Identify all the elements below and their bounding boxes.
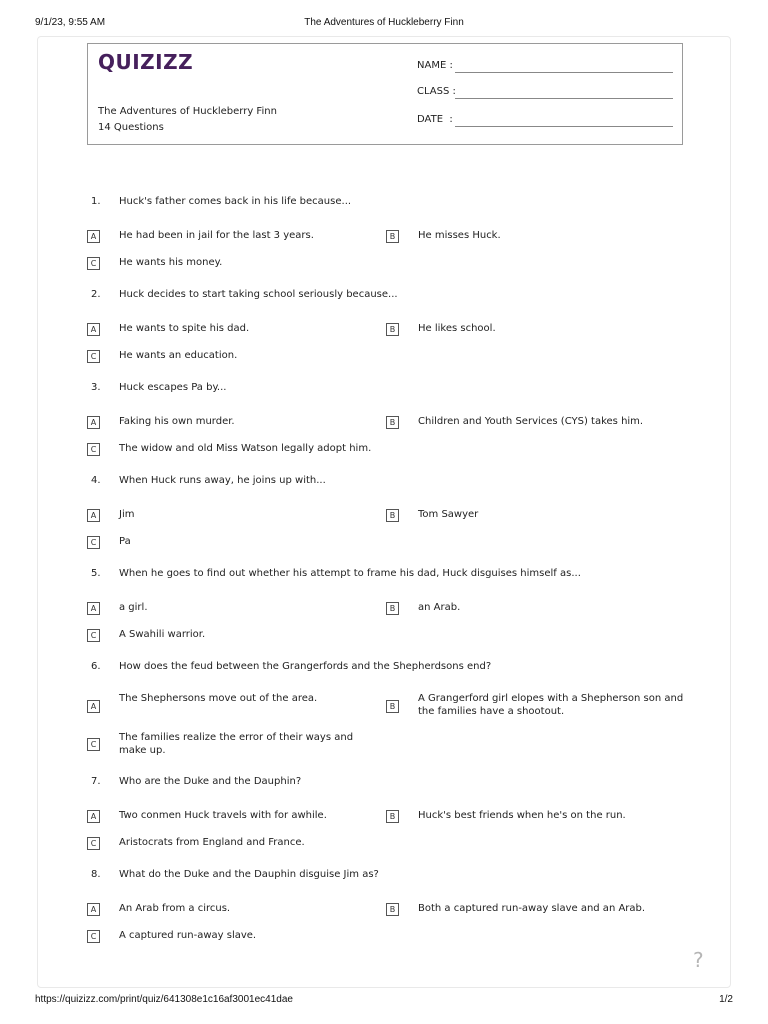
class-label: CLASS :	[417, 86, 456, 97]
option-text: He wants his money.	[119, 257, 223, 268]
option-text: A captured run-away slave.	[119, 930, 257, 941]
question-number: 1.	[91, 196, 101, 207]
option-letter-box: C	[87, 629, 100, 642]
option-letter-box: A	[87, 602, 100, 615]
option-text: Both a captured run-away slave and an Arab.	[418, 903, 646, 914]
print-title: The Adventures of Huckleberry Finn	[304, 17, 464, 28]
option-letter-box: A	[87, 700, 100, 713]
option-text: An Arab from a circus.	[119, 903, 231, 914]
quiz-question-count: 14 Questions	[98, 122, 164, 133]
question-number: 7.	[91, 776, 101, 787]
question-number: 3.	[91, 382, 101, 393]
question-text: When he goes to find out whether his attempt to frame his dad, Huck disguises himself as...	[119, 568, 581, 579]
option-text: a girl.	[119, 602, 148, 613]
quizizz-logo: QUIZIZZ	[98, 50, 194, 74]
option-letter-box: B	[386, 323, 399, 336]
option-text: Aristocrats from England and France.	[119, 837, 305, 848]
option-letter-box: A	[87, 509, 100, 522]
print-datetime: 9/1/23, 9:55 AM	[35, 17, 106, 28]
quiz-title: The Adventures of Huckleberry Finn	[98, 106, 277, 117]
option-letter-box: A	[87, 810, 100, 823]
option-text: Jim	[119, 509, 135, 520]
option-text: The families realize the error of their ways and make up.	[119, 732, 354, 756]
option-text: A Grangerford girl elopes with a Shepherson son and the families have a shootout.	[418, 693, 684, 717]
question-text: When Huck runs away, he joins up with...	[119, 475, 326, 486]
option-letter-box: B	[386, 810, 399, 823]
question-number: 5.	[91, 568, 101, 579]
option-text: Tom Sawyer	[418, 509, 479, 520]
option-letter-box: C	[87, 738, 100, 751]
question-text: How does the feud between the Grangerfords and the Shepherdsons end?	[119, 661, 492, 672]
option-letter-box: A	[87, 323, 100, 336]
option-letter-box: B	[386, 602, 399, 615]
option-text: He had been in jail for the last 3 years.	[119, 230, 314, 241]
option-text: Huck's best friends when he's on the run.	[418, 810, 626, 821]
date-label: DATE :	[417, 114, 453, 125]
option-text: The widow and old Miss Watson legally adopt him.	[119, 443, 372, 454]
question-text: Huck decides to start taking school seriously because...	[119, 289, 398, 300]
print-header	[0, 17, 768, 31]
name-line	[455, 72, 673, 73]
class-line	[455, 98, 673, 99]
option-letter-box: C	[87, 257, 100, 270]
date-line	[455, 126, 673, 127]
question-number: 4.	[91, 475, 101, 486]
option-text: He likes school.	[418, 323, 496, 334]
question-text: Huck's father comes back in his life because...	[119, 196, 352, 207]
option-letter-box: C	[87, 837, 100, 850]
option-letter-box: B	[386, 903, 399, 916]
question-number: 6.	[91, 661, 101, 672]
option-letter-box: C	[87, 350, 100, 363]
option-text: He wants an education.	[119, 350, 238, 361]
option-text: Children and Youth Services (CYS) takes him.	[418, 416, 644, 427]
option-letter-box: C	[87, 930, 100, 943]
option-text: Faking his own murder.	[119, 416, 235, 427]
question-text: Huck escapes Pa by...	[119, 382, 227, 393]
question-text: Who are the Duke and the Dauphin?	[119, 776, 302, 787]
option-letter-box: B	[386, 230, 399, 243]
option-text: Pa	[119, 536, 131, 547]
print-footer	[0, 994, 768, 1008]
print-page-number: 1/2	[719, 994, 733, 1005]
option-text: A Swahili warrior.	[119, 629, 206, 640]
option-letter-box: B	[386, 700, 399, 713]
print-url: https://quizizz.com/print/quiz/641308e1c16af3001ec41dae	[35, 994, 293, 1005]
option-letter-box: B	[386, 416, 399, 429]
option-letter-box: A	[87, 903, 100, 916]
option-letter-box: C	[87, 443, 100, 456]
option-text: He wants to spite his dad.	[119, 323, 250, 334]
option-letter-box: A	[87, 230, 100, 243]
question-number: 8.	[91, 869, 101, 880]
option-text: Two conmen Huck travels with for awhile.	[119, 810, 327, 821]
option-text: an Arab.	[418, 602, 461, 613]
name-label: NAME :	[417, 60, 453, 71]
question-text: What do the Duke and the Dauphin disguise Jim as?	[119, 869, 379, 880]
option-letter-box: B	[386, 509, 399, 522]
help-icon[interactable]: ?	[693, 948, 704, 972]
quiz-header-box	[87, 43, 683, 145]
option-text: The Shephersons move out of the area.	[119, 693, 318, 704]
question-number: 2.	[91, 289, 101, 300]
option-text: He misses Huck.	[418, 230, 501, 241]
option-letter-box: A	[87, 416, 100, 429]
option-letter-box: C	[87, 536, 100, 549]
